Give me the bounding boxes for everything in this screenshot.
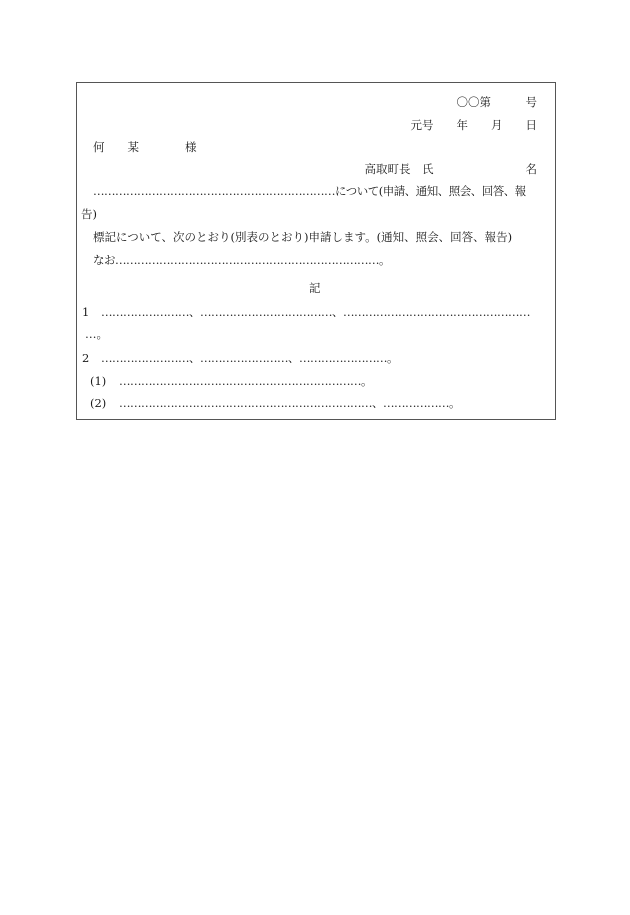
- addressee: 何 某 様: [93, 140, 197, 154]
- subitem-number: (1): [90, 374, 107, 388]
- item-text: ……………………、……………………、……………………。: [101, 351, 398, 365]
- body-line-note: なお………………………………………………………………。: [93, 253, 390, 267]
- ki-heading: 記: [309, 281, 321, 295]
- subitem-number: (2): [90, 396, 107, 410]
- document-frame: [76, 82, 556, 420]
- body-line-request: 標記について、次のとおり(別表のとおり)申請します。(通知、照会、回答、報告): [93, 230, 513, 244]
- subitem-text: …………………………………………………………。: [119, 374, 372, 388]
- item-number: 1: [82, 305, 90, 319]
- body-line-subject-wrap: 告): [81, 207, 97, 221]
- item-number: 2: [82, 351, 90, 365]
- body-line-subject: …………………………………………………………について(申請、通知、照会、回答、報: [93, 184, 526, 198]
- item-text-wrap: …。: [85, 327, 108, 341]
- document-date: 元号 年 月 日: [410, 118, 537, 132]
- sender-name: 高取町長 氏 名: [364, 162, 537, 176]
- item-text: ……………………、………………………………、……………………………………………: [101, 305, 530, 319]
- document-number: 〇〇第 号: [456, 95, 537, 109]
- subitem-text: ……………………………………………………………、………………。: [119, 396, 460, 410]
